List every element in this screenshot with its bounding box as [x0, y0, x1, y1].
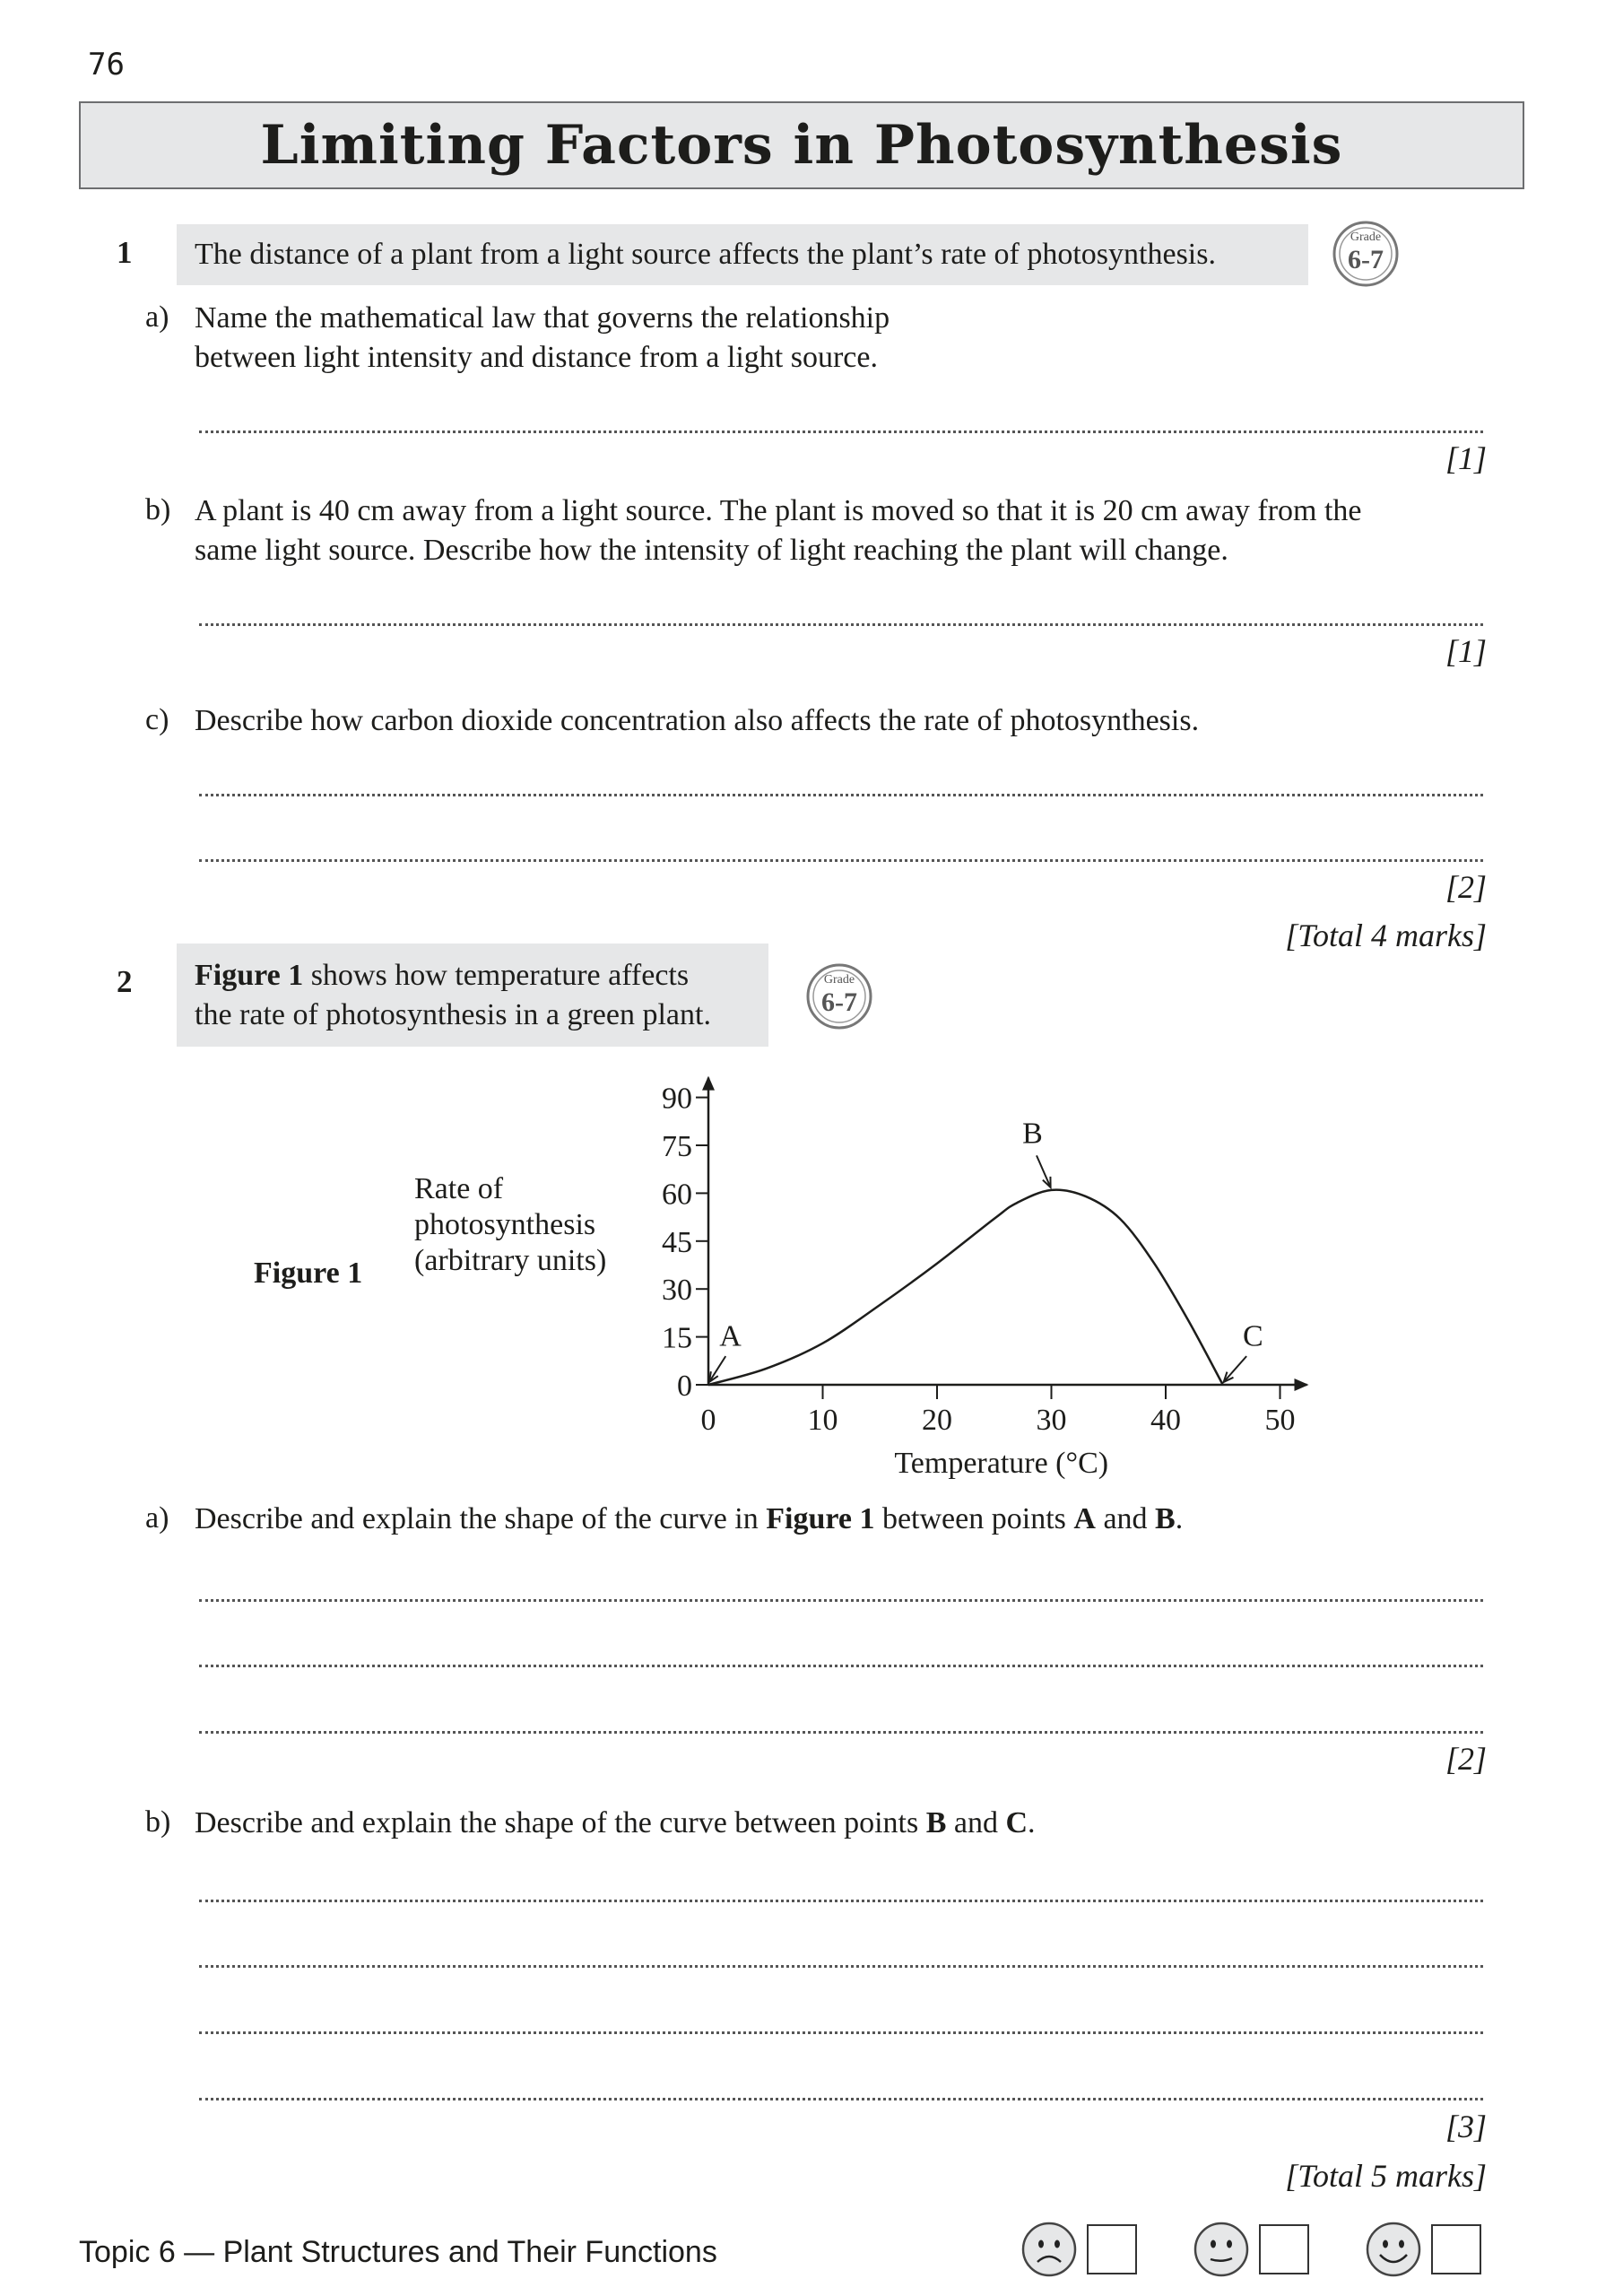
annotation-label-b: B	[1022, 1117, 1043, 1151]
question-2-intro-line-1: shows how temperature affects	[303, 959, 690, 992]
y-tick-label: 90	[662, 1082, 692, 1116]
question-1b-letter: b)	[145, 493, 171, 526]
question-1c-answer-line-2[interactable]	[199, 859, 1483, 862]
sad-face-icon	[1020, 2221, 1078, 2278]
question-2a-marks: [2]	[1445, 1741, 1487, 1777]
question-2a-point-a: A	[1073, 1502, 1096, 1535]
y-axis-arrow-icon	[702, 1076, 715, 1091]
neutral-face-icon	[1193, 2221, 1250, 2278]
grade-badge-top-text: Grade	[823, 973, 855, 987]
question-1b-line-2: same light source. Describe how the intensity of light reaching the plant will change.	[195, 534, 1228, 567]
question-1a-line-2: between light intensity and distance from a light source.	[195, 341, 878, 374]
x-axis-arrow-icon	[1295, 1378, 1309, 1391]
question-1-number: 1	[117, 235, 133, 270]
question-2b-text	[195, 1804, 1036, 1843]
y-tick-label: 15	[662, 1321, 692, 1355]
question-2a-text-part: and	[1095, 1502, 1156, 1535]
question-1b-answer-line[interactable]	[199, 623, 1483, 626]
question-2b-text-part: Describe and explain the shape of the curve between points	[195, 1806, 926, 1839]
question-2b-text-part: and	[946, 1806, 1006, 1839]
question-2a-text	[195, 1500, 1183, 1539]
figure-1-label: Figure 1	[254, 1257, 363, 1290]
x-tick-label: 20	[922, 1404, 952, 1437]
chart-axes	[702, 1076, 1309, 1391]
title-banner	[79, 101, 1524, 189]
question-2-intro	[177, 944, 768, 1047]
grade-badge-grade-text: 6-7	[821, 987, 857, 1017]
question-2a-point-b: B	[1155, 1502, 1176, 1535]
x-tick-label: 10	[807, 1404, 838, 1437]
annotation-arrow-b	[1037, 1155, 1051, 1187]
page-number: 76	[88, 47, 125, 83]
question-1c-letter: c)	[145, 703, 169, 736]
question-2b-answer-line-1[interactable]	[199, 1900, 1483, 1902]
annotation-arrow-a	[709, 1356, 725, 1382]
question-1b-marks: [1]	[1445, 633, 1487, 669]
y-tick-label: 60	[662, 1178, 692, 1212]
question-1c-answer-line-1[interactable]	[199, 794, 1483, 796]
question-1a-answer-line[interactable]	[199, 430, 1483, 433]
x-axis-label: Temperature (°C)	[894, 1447, 1109, 1480]
x-tick-label: 0	[700, 1404, 716, 1437]
question-2a-answer-line-1[interactable]	[199, 1599, 1483, 1602]
question-1b-text	[195, 491, 1362, 570]
sad-tick-box[interactable]	[1087, 2224, 1137, 2274]
y-axis-label-line: photosynthesis	[414, 1208, 596, 1241]
annotation-arrow-c	[1224, 1356, 1247, 1382]
chart-annotations	[709, 1117, 1263, 1382]
happy-face-icon	[1365, 2221, 1422, 2278]
question-1c-marks: [2]	[1445, 869, 1487, 905]
question-1b-line-1: A plant is 40 cm away from a light source. The plant is moved so that it is 20 cm away from the	[195, 494, 1362, 527]
question-2b-point-c: C	[1005, 1806, 1028, 1839]
chart-series	[708, 1190, 1223, 1385]
question-2-intro-figure-ref: Figure 1	[195, 959, 304, 992]
question-1-intro	[177, 224, 1308, 285]
y-axis-label	[414, 1172, 606, 1277]
x-tick-label: 40	[1150, 1404, 1181, 1437]
y-tick-label: 0	[677, 1370, 692, 1403]
question-2a-text-part: between points	[874, 1502, 1074, 1535]
question-2a-letter: a)	[145, 1501, 169, 1535]
question-2b-text-part: .	[1028, 1806, 1036, 1839]
question-2-number: 2	[117, 964, 133, 999]
rate-curve-line	[708, 1190, 1223, 1385]
grade-badge-icon	[804, 961, 874, 1031]
question-2a-figure-ref: Figure 1	[766, 1502, 875, 1535]
question-2b-answer-line-3[interactable]	[199, 2031, 1483, 2034]
figure-1-chart	[395, 1067, 1327, 1498]
question-2a-answer-line-3[interactable]	[199, 1731, 1483, 1734]
y-axis-ticks	[662, 1083, 708, 1403]
question-1a-line-1: Name the mathematical law that governs the relationship	[195, 301, 890, 335]
question-2-intro-line-2: the rate of photosynthesis in a green plant.	[195, 998, 711, 1031]
question-2a-answer-line-2[interactable]	[199, 1665, 1483, 1667]
question-2a-text-part: .	[1175, 1502, 1184, 1535]
question-2b-point-b: B	[925, 1806, 947, 1839]
grade-badge-icon	[1331, 219, 1401, 289]
y-tick-label: 75	[662, 1130, 692, 1163]
y-tick-label: 45	[662, 1225, 692, 1259]
y-tick-label: 30	[662, 1274, 692, 1308]
grade-badge-grade-text: 6-7	[1348, 245, 1384, 274]
y-axis-label-line: (arbitrary units)	[414, 1244, 607, 1277]
question-2a-text-part: Describe and explain the shape of the curve in	[195, 1502, 767, 1535]
question-2b-letter: b)	[145, 1805, 171, 1839]
question-2-total-marks: [Total 5 marks]	[1285, 2158, 1487, 2194]
question-1-total-marks: [Total 4 marks]	[1285, 918, 1487, 953]
neutral-tick-box[interactable]	[1259, 2224, 1309, 2274]
grade-badge-top-text: Grade	[1350, 230, 1382, 244]
question-2b-answer-line-4[interactable]	[199, 2098, 1483, 2100]
question-1c-text: Describe how carbon dioxide concentration also affects the rate of photosynthesis.	[195, 704, 1200, 737]
footer-topic: Topic 6 — Plant Structures and Their Functions	[79, 2235, 717, 2269]
y-axis-label-line: Rate of	[414, 1172, 504, 1205]
question-1a-marks: [1]	[1445, 440, 1487, 476]
annotation-label-c: C	[1243, 1319, 1263, 1353]
question-1a-text	[195, 299, 890, 378]
question-2b-answer-line-2[interactable]	[199, 1965, 1483, 1968]
question-1a-letter: a)	[145, 300, 169, 334]
question-2b-marks: [3]	[1445, 2109, 1487, 2144]
question-1-intro-text: The distance of a plant from a light source affects the plant’s rate of photosynthesis.	[195, 238, 1216, 271]
happy-tick-box[interactable]	[1431, 2224, 1481, 2274]
x-tick-label: 50	[1264, 1404, 1296, 1437]
page-title: Limiting Factors in Photosynthesis	[260, 114, 1343, 177]
annotation-label-a: A	[719, 1319, 742, 1353]
x-tick-label: 30	[1036, 1404, 1067, 1437]
x-axis-ticks	[701, 1385, 1296, 1437]
